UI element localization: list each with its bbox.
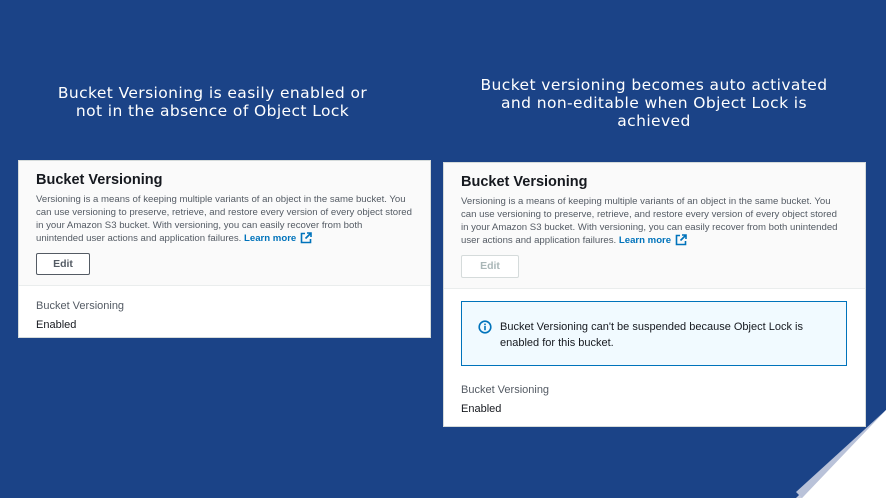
field-label: Bucket Versioning: [461, 384, 550, 396]
panel-body: [444, 289, 865, 425]
learn-more-link[interactable]: [244, 233, 312, 244]
edit-button-disabled[interactable]: Edit: [461, 255, 519, 278]
bucket-versioning-panel-left: [18, 160, 431, 338]
learn-more-label: Learn more: [244, 233, 297, 244]
external-link-icon: [675, 234, 687, 246]
page-corner-decoration: [796, 410, 886, 498]
bucket-versioning-panel-right: [443, 162, 866, 427]
field-label: Bucket Versioning: [36, 300, 125, 312]
learn-more-link[interactable]: [619, 235, 687, 246]
learn-more-label: Learn more: [618, 235, 672, 246]
edit-button[interactable]: Edit: [36, 253, 90, 275]
panel-title: Bucket Versioning: [461, 174, 588, 190]
field-value: Enabled: [461, 403, 502, 415]
info-icon: [478, 320, 492, 334]
panel-description: [36, 193, 412, 245]
caption-left: Bucket Versioning is easily enabled or not in the absence of Object Lock: [57, 84, 368, 120]
description-text: Versioning is a means of keeping multiple variants of an object in the same bucket. You can use versioning to preserve, retrieve, and restore every version of every object stored in your Amazon S3 bucket. With versioning, you can easily recover from both unintended user actions and application failures.: [36, 194, 412, 244]
panel-title: Bucket Versioning: [36, 172, 163, 188]
field-value: Enabled: [36, 319, 77, 331]
panel-body: [19, 286, 430, 338]
panel-header: [444, 163, 865, 289]
panel-header: [19, 161, 430, 286]
info-alert: [461, 301, 847, 366]
external-link-icon: [300, 232, 312, 244]
caption-right: Bucket versioning becomes auto activated and non-editable when Object Lock is achieved: [480, 76, 828, 130]
description-text: Versioning is a means of keeping multiple variants of an object in the same bucket. You can use versioning to preserve, retrieve, and restore every version of every object stored in your Amazon S3 bucket. With versioning, you can easily recover from both unintended user actions and application failures.: [461, 196, 838, 246]
panel-description: [461, 195, 847, 247]
alert-text: Bucket Versioning can't be suspended because Object Lock is enabled for this bucket.: [500, 321, 803, 349]
